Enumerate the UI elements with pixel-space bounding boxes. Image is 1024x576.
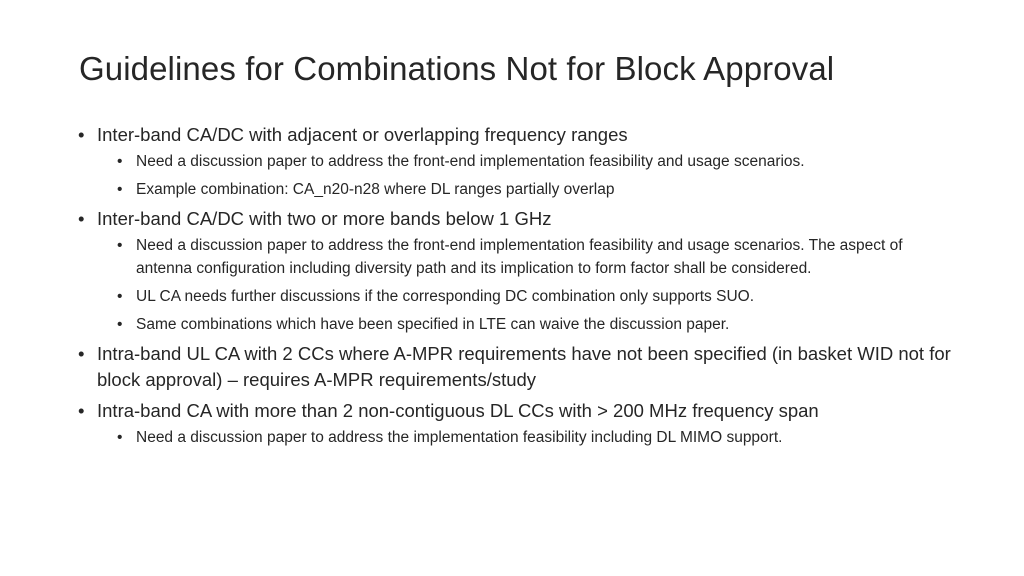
- sub-bullet-text: Same combinations which have been specified in LTE can waive the discussion paper.: [136, 316, 730, 333]
- sub-bullet-text: Need a discussion paper to address the implementation feasibility including DL MIMO support.: [136, 429, 783, 446]
- sub-bullet-text: Example combination: CA_n20-n28 where DL ranges partially overlap: [136, 181, 615, 198]
- sub-bullet-item: [97, 313, 958, 336]
- bullet-icon: •: [78, 343, 85, 364]
- bullet-icon: •: [78, 400, 85, 421]
- bullet-item: [78, 206, 958, 336]
- bullet-text: Inter-band CA/DC with adjacent or overlapping frequency ranges: [97, 124, 628, 145]
- bullet-text: Intra-band CA with more than 2 non-contiguous DL CCs with > 200 MHz frequency span: [97, 400, 819, 421]
- bullet-icon: •: [117, 429, 123, 446]
- bullet-item: [78, 398, 958, 449]
- sub-bullet-text: Need a discussion paper to address the front-end implementation feasibility and usage scenarios. The aspect of antenna configuration including diversity path and its implication to form factor shall be considered.: [136, 237, 903, 277]
- bullet-text: Inter-band CA/DC with two or more bands below 1 GHz: [97, 208, 552, 229]
- bullet-icon: •: [117, 237, 123, 254]
- sub-bullet-item: [97, 234, 958, 280]
- bullet-item: [78, 122, 958, 201]
- bullet-icon: •: [78, 124, 85, 145]
- bullet-item: [78, 341, 958, 393]
- sub-bullet-item: [97, 285, 958, 308]
- sub-bullet-item: [97, 150, 958, 173]
- slide-title: Guidelines for Combinations Not for Block Approval: [79, 50, 835, 87]
- sub-bullet-list: [97, 426, 958, 449]
- sub-bullet-text: UL CA needs further discussions if the corresponding DC combination only supports SUO.: [136, 288, 755, 305]
- sub-bullet-list: [97, 234, 958, 336]
- bullet-icon: •: [117, 181, 123, 198]
- bullet-icon: •: [78, 208, 85, 229]
- sub-bullet-list: [97, 150, 958, 201]
- sub-bullet-item: [97, 426, 958, 449]
- sub-bullet-text: Need a discussion paper to address the front-end implementation feasibility and usage scenarios.: [136, 153, 805, 170]
- sub-bullet-item: [97, 178, 958, 201]
- bullet-icon: •: [117, 316, 123, 333]
- bullet-icon: •: [117, 153, 123, 170]
- bullet-text: Intra-band UL CA with 2 CCs where A-MPR requirements have not been specified (in basket WID not for block approval) – requires A-MPR requirements/study: [97, 343, 951, 390]
- bullet-icon: •: [117, 288, 123, 305]
- bullet-list: [78, 122, 958, 454]
